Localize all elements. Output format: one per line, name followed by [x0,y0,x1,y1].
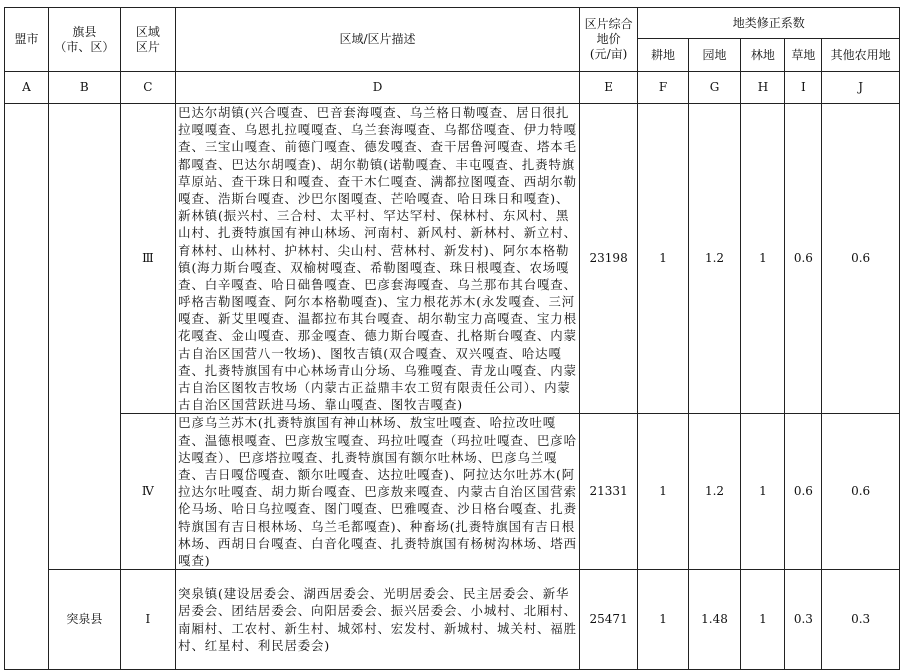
code-cell: A [5,72,49,104]
description-line: 拉达尔吐嘎查、胡力斯台嘎查、巴彦敖来嘎查、内蒙古自治区国营索 [178,484,577,500]
description-line: 查、白辛嘎查、哈日础鲁嘎查、巴彦套海嘎查、乌兰那布其台嘎查、 [178,276,577,292]
land-price-table [4,7,900,670]
description-line: 育林村、山林村、护林村、尖山村、营林村、新发村)、阿尔本格勒 [178,242,570,258]
league-cell [5,104,49,670]
code-cell: C [120,72,176,104]
description-line: 查、温德根嘎查、巴彦敖宝嘎查、玛拉吐嘎查（玛拉吐嘎查、巴彦哈 [178,432,577,448]
header-description: 区域/区片描述 [176,8,580,72]
code-cell: D [176,72,580,104]
header-garden: 园地 [688,39,741,72]
forest-coef: 1 [741,570,785,670]
description-line: 山村、扎赉特旗国有神山林场、河南村、新风村、新林村、新立村、 [178,225,577,241]
grassland-coef: 0.6 [785,414,822,570]
county-cell [49,104,121,570]
price-cell: 21331 [579,414,638,570]
description-line: 都嘎查、巴达尔胡嘎查)、胡尔勒镇(诺勒嘎查、丰屯嘎查、扎赉特旗 [178,156,576,172]
forest-coef: 1 [741,104,785,414]
description-line: 村、红星村、利民居委会) [178,637,331,653]
description-line: 查、三宝山嘎查、前德门嘎查、德发嘎查、查干居鲁河嘎查、塔本毛 [178,139,577,155]
header-price [579,8,638,72]
description-line: 嘎查、新艾里嘎查、温都拉布其台嘎查、胡尔勒宝力高嘎查、宝力根 [178,311,577,327]
garden-coef: 1.2 [688,104,741,414]
code-row [5,72,900,104]
price-cell: 23198 [579,104,638,414]
description-line: 巴彦乌兰苏木(扎赉特旗国有神山林场、敖宝吐嘎查、哈拉改吐嘎 [178,415,557,431]
code-cell: F [638,72,688,104]
description-line: 居委会、团结居委会、向阳居委会、振兴居委会、小城村、北厢村、 [178,603,577,619]
description-line: 特旗国有吉日根林场、乌兰毛都嘎查)、种畜场(扎赉特旗国有吉日根 [178,518,576,534]
other-coef: 0.6 [822,104,900,414]
description-line: 突泉镇(建设居委会、湖西居委会、光明居委会、民主居委会、新华 [178,586,570,602]
grassland-coef: 0.3 [785,570,822,670]
description-line: 古自治区国营跃进马场、靠山嘎查、图牧吉嘎查) [178,397,463,413]
header-zone-line1: 区域 [135,24,160,39]
code-cell: G [688,72,741,104]
grassland-coef: 0.6 [785,104,822,414]
farmland-coef: 1 [638,414,688,570]
header-coefficient-group: 地类修正系数 [638,8,900,39]
header-farmland: 耕地 [638,39,688,72]
code-cell: H [741,72,785,104]
farmland-coef: 1 [638,104,688,414]
code-cell: I [785,72,822,104]
header-county-line2: （市、区） [54,39,115,54]
description-line: 草原站、查干珠日和嘎查、查干木仁嘎查、满都拉图嘎查、西胡尔勒 [178,173,577,189]
code-cell: B [49,72,121,104]
table-row [5,414,900,570]
zone-cell: Ⅰ [120,570,176,670]
farmland-coef: 1 [638,570,688,670]
description-line: 嘎查) [178,552,211,568]
code-cell: J [822,72,900,104]
description-line: 林场、西胡日台嘎查、白音化嘎查、扎赉特旗国有杨树沟林场、塔西 [178,535,577,551]
description-cell [176,104,580,414]
zone-cell: Ⅳ [120,414,176,570]
header-price-line3: (元/亩) [589,47,628,61]
description-line: 古自治区图牧吉牧场（内蒙古正益鼎丰农工贸有限责任公司）、内蒙 [178,380,571,395]
description-line: 伦马场、哈日乌拉嘎查、图门嘎查、巴雅嘎查、沙日格台嘎查、扎赉 [178,501,577,517]
table-row [5,570,900,670]
zone-cell: Ⅲ [120,104,176,414]
description-cell [176,570,580,670]
garden-coef: 1.48 [688,570,741,670]
header-zone [120,8,176,72]
description-line: 查、吉日嘎岱嘎查、额尔吐嘎查、达拉吐嘎查)、阿拉达尔吐苏木(阿 [178,466,576,482]
description-line: 查、扎赉特旗国有中心林场青山分场、乌雅嘎查、青龙山嘎查、内蒙 [178,362,577,378]
description-line: 巴达尔胡镇(兴合嘎查、巴音套海嘎查、乌兰格日勒嘎查、居日很扎 [178,105,570,120]
description-line: 古自治区国营八一牧场)、图牧吉镇(双合嘎查、双兴嘎查、哈达嘎 [178,345,562,361]
header-forest: 林地 [741,39,785,72]
description-line: 达嘎查）、巴彦塔拉嘎查、扎赉特旗国有额尔吐林场、巴彦乌兰嘎 [178,449,558,465]
description-line: 镇(海力斯台嘎查、双榆树嘎查、希勒图嘎查、珠日根嘎查、农场嘎 [178,259,570,275]
description-line: 花嘎查、金山嘎查、那金嘎查、德力斯台嘎查、扎格斯台嘎查、内蒙 [178,328,577,344]
table-row [5,104,900,414]
garden-coef: 1.2 [688,414,741,570]
description-line: 呼格吉勒图嘎查、阿尔本格勒嘎查)、宝力根花苏木(永发嘎查、三河 [178,294,576,310]
header-price-line1: 区片综合 [584,17,633,31]
forest-coef: 1 [741,414,785,570]
header-other: 其他农用地 [822,39,900,72]
header-price-line2: 地价 [596,32,621,46]
description-line: 南厢村、工农村、新生村、城郊村、宏发村、新城村、城关村、福胜 [178,620,577,636]
code-cell: E [579,72,638,104]
header-league: 盟市 [5,8,49,72]
description-line: 拉嘎嘎查、乌恩扎拉嘎嘎查、乌兰套海嘎查、乌都岱嘎查、伊力特嘎 [178,122,577,138]
header-county-line1: 旗县 [72,24,97,39]
header-county [49,8,121,72]
description-line: 新林镇(振兴村、三合村、太平村、罕达罕村、保林村、东风村、黑 [178,208,570,224]
other-coef: 0.6 [822,414,900,570]
header-zone-line2: 区片 [135,39,160,54]
description-cell [176,414,580,570]
other-coef: 0.3 [822,570,900,670]
description-line: 嘎查、浩斯台嘎查、沙巴尔图嘎查、芒哈嘎查、哈日珠日和嘎查)、 [178,190,570,206]
price-cell: 25471 [579,570,638,670]
county-cell: 突泉县 [49,570,121,670]
header-grassland: 草地 [785,39,822,72]
